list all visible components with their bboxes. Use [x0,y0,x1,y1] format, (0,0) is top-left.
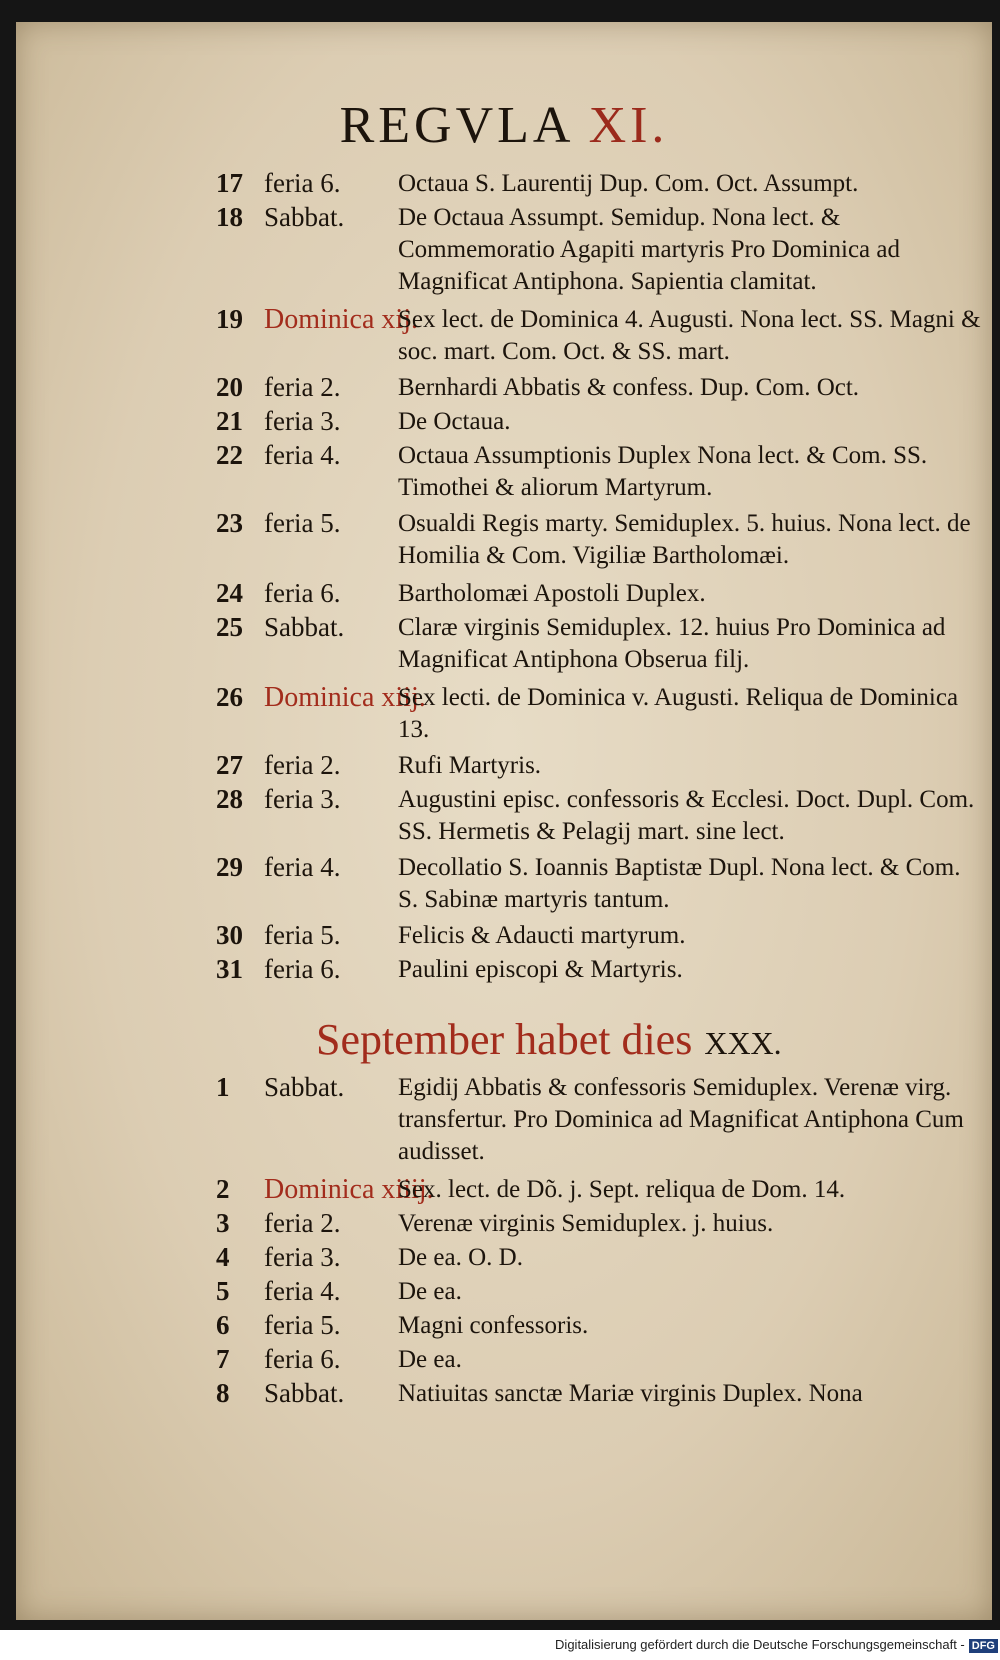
entry-text: De ea. [398,1278,462,1305]
entry-day: Sabbat. [264,1072,345,1102]
entry-day: feria 5. [264,920,341,950]
entry-day: feria 4. [264,440,341,470]
entry-number: 28 [216,784,243,814]
entry-number: 3 [216,1208,230,1238]
entry-text: Decollatio S. Ioannis Baptistæ Dupl. Nona lect. & Com. S. Sabinæ martyris tantum. [398,854,961,913]
entry-text: Paulini episcopi & Martyris. [398,956,683,983]
entry-number: 17 [216,168,243,198]
entry-number: 31 [216,954,243,984]
entry-text: De ea. [398,1346,462,1373]
entry-text: Bartholomæi Apostoli Duplex. [398,580,706,607]
entry-day: feria 3. [264,406,341,436]
entry-number: 22 [216,440,243,470]
running-head-number: XI. [588,97,669,154]
entry-number: 7 [216,1344,230,1374]
entry-day: feria 6. [264,578,341,608]
entry-text: De Octaua Assumpt. Semidup. Nona lect. & Commemoratio Agapiti martyris Pro Dominica ad Magnificat Antiphona. Sapientia clamitat. [398,204,901,295]
entry-text: Octaua S. Laurentij Dup. Com. Oct. Assumpt. [398,170,859,197]
month-heading-title: September habet dies [316,1015,693,1064]
entry-text: Octaua Assumptionis Duplex Nona lect. & Com. SS. Timothei & aliorum Martyrum. [398,442,928,501]
entry-number: 1 [216,1072,230,1102]
entry-day: Dominica xiiij. [264,1174,434,1205]
entry-text: Sex lecti. de Dominica v. Augusti. Reliqua de Dominica 13. [398,684,959,743]
footer-text: Digitalisierung gefördert durch die Deutsche Forschungsgemeinschaft - [555,1637,965,1652]
entry-text: Osualdi Regis marty. Semiduplex. 5. huius. Nona lect. de Homilia & Com. Vigiliæ Bartholomæi. [398,510,971,569]
entry-text: De ea. O. D. [398,1244,523,1271]
entry-number: 30 [216,920,243,950]
entry-number: 25 [216,612,243,642]
entry-number: 20 [216,372,243,402]
entry-day: Dominica xiij. [264,682,426,713]
month-heading [316,1014,782,1065]
entry-number: 18 [216,202,243,232]
entry-number: 8 [216,1378,230,1408]
running-head-word: REGVLA [339,97,572,154]
entry-number: 23 [216,508,243,538]
entry-day: feria 2. [264,750,341,780]
entry-day: feria 6. [264,168,341,198]
entry-number: 19 [216,304,243,334]
book-page [16,22,992,1620]
entry-number: 21 [216,406,243,436]
entry-day: feria 5. [264,1310,341,1340]
month-heading-count: XXX. [704,1025,782,1061]
entry-number: 26 [216,682,243,712]
entry-number: 24 [216,578,243,608]
entry-day: feria 4. [264,852,341,882]
entry-number: 29 [216,852,243,882]
entry-text: Verenæ virginis Semiduplex. j. huius. [398,1210,774,1237]
entry-day: feria 3. [264,1242,341,1272]
entry-number: 6 [216,1310,230,1340]
digitization-footer [0,1637,998,1653]
entry-text: Augustini episc. confessoris & Ecclesi. Doct. Dupl. Com. SS. Hermetis & Pelagij mart. sine lect. [398,786,975,845]
entry-text: Felicis & Adaucti martyrum. [398,922,686,949]
entry-text: Sex lect. de Dominica 4. Augusti. Nona lect. SS. Magni & soc. mart. Com. Oct. & SS. mart. [398,306,981,365]
entry-text: Claræ virginis Semiduplex. 12. huius Pro Dominica ad Magnificat Antiphona Obserua filj. [398,614,946,673]
entry-text: Natiuitas sanctæ Mariæ virginis Duplex. Nona [398,1380,863,1407]
entry-text: Sex. lect. de Dõ. j. Sept. reliqua de Dom. 14. [398,1176,846,1203]
entry-day: Sabbat. [264,202,345,232]
entry-text: Egidij Abbatis & confessoris Semiduplex. Verenæ virg. transfertur. Pro Dominica ad Magnificat Antiphona Cum audisset. [398,1074,964,1165]
dfg-logo: DFG [969,1639,998,1653]
entry-day: feria 6. [264,1344,341,1374]
entry-day: Sabbat. [264,612,345,642]
entry-day: feria 4. [264,1276,341,1306]
entry-number: 4 [216,1242,230,1272]
entry-day: feria 5. [264,508,341,538]
entry-day: Dominica xij. [264,304,418,335]
entry-text: Magni confessoris. [398,1312,589,1339]
entry-number: 27 [216,750,243,780]
entry-text: Bernhardi Abbatis & confess. Dup. Com. Oct. [398,374,860,401]
entry-day: Sabbat. [264,1378,345,1408]
entry-day: feria 3. [264,784,341,814]
entry-day: feria 6. [264,954,341,984]
running-head [16,97,992,154]
entry-number: 5 [216,1276,230,1306]
entry-text: De Octaua. [398,408,511,435]
entry-day: feria 2. [264,1208,341,1238]
entry-day: feria 2. [264,372,341,402]
entry-text: Rufi Martyris. [398,752,542,779]
entry-number: 2 [216,1174,230,1204]
